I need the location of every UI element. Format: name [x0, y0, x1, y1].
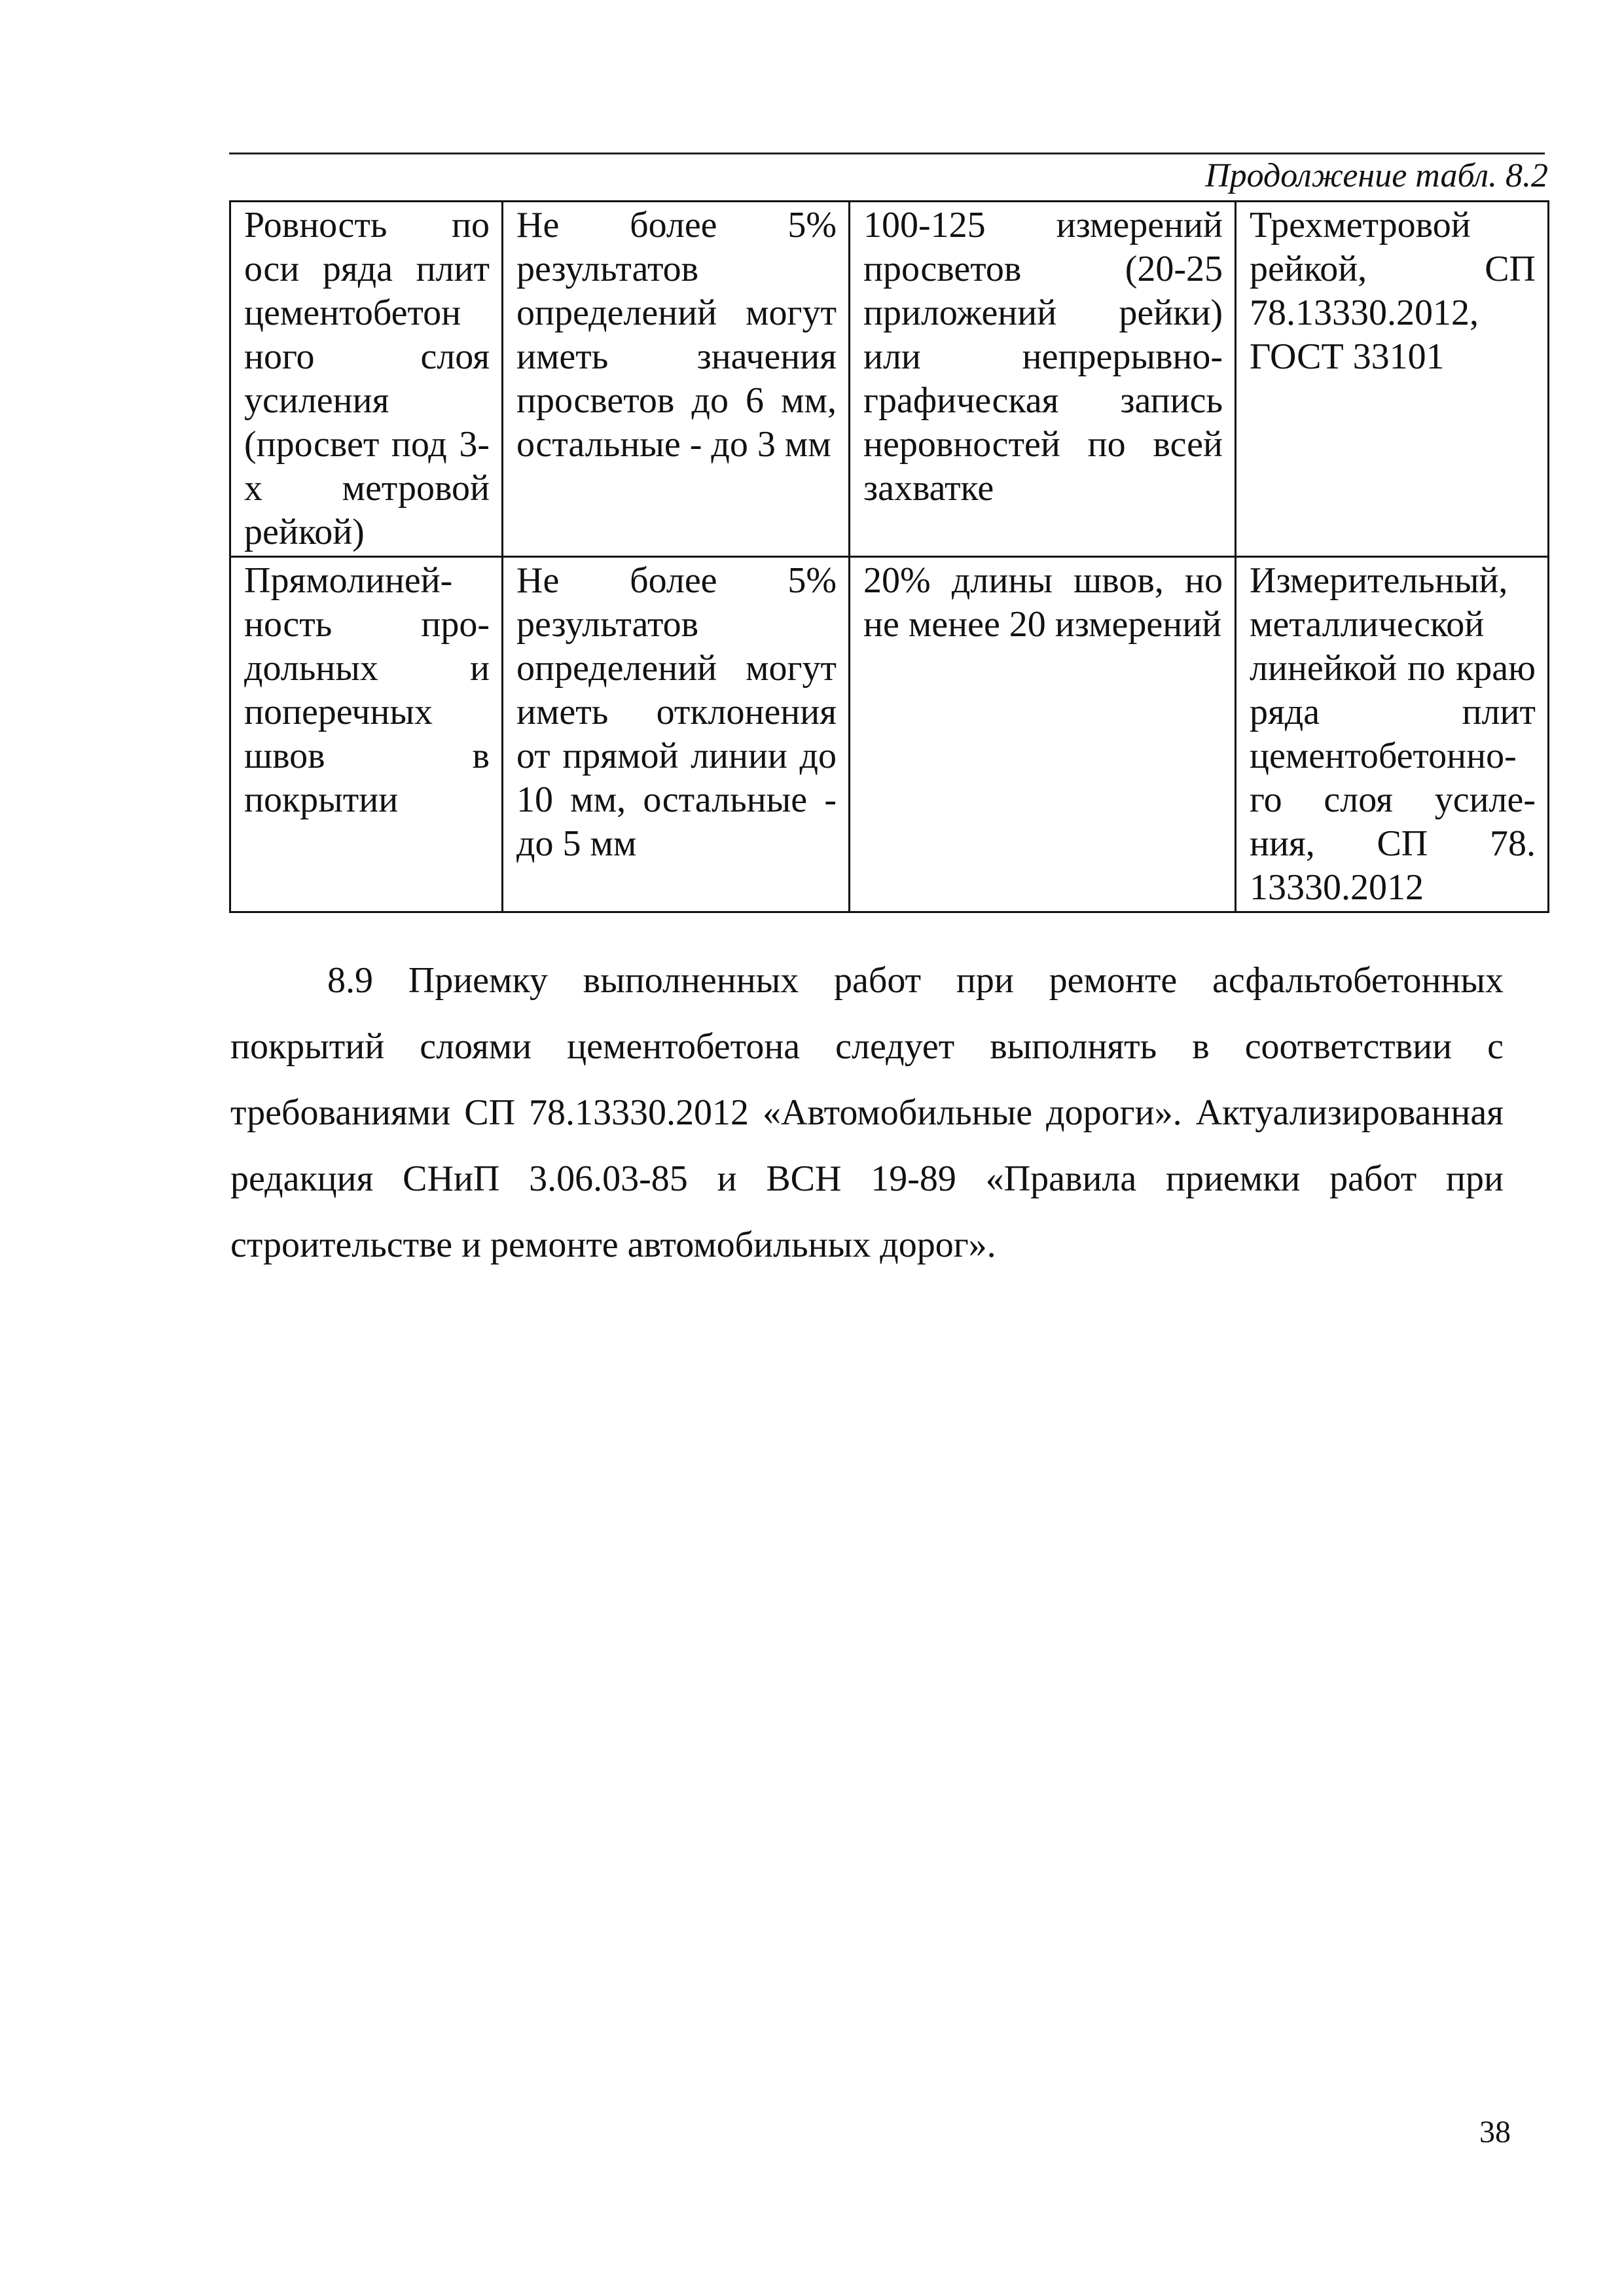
page-number: 38: [1479, 2115, 1511, 2149]
body-paragraph: 8.9 Приемку выполненных работ при ремонте асфальтобетонных покрытий слоями цементобетона следует выполнять в соответствии с требованиями СП 78.13330.2012 «Автомобильные дороги». Актуализированная редакция СНиП 3.06.03-85 и ВСН 19-89 «Правила приемки работ при строительстве и ремонте автомобильных дорог».: [230, 960, 1504, 1265]
table-cell-method: Измерительный, металлической линейкой по краю ряда плит цементобетонно-го слоя усиле-ния, СП 78. 13330.2012: [1236, 557, 1549, 912]
table-cell-parameter: Прямолиней-ность про-дольных и поперечных швов в покрытии: [230, 557, 503, 912]
table-row: [230, 202, 1549, 557]
table-cell-method: Трехметровой рейкой, СП 78.13330.2012, ГОСТ 33101: [1236, 202, 1549, 557]
table-cell-parameter: Ровность по оси ряда плит цементобетон ного слоя усиления (просвет под 3-х метровой рейкой): [230, 202, 503, 557]
table-cell-scope: 20% длины швов, но не менее 20 измерений: [850, 557, 1236, 912]
table-cell-scope: 100-125 измерений просветов (20-25 приложений рейки) или непрерывно-графическая запись неровностей по всей захватке: [850, 202, 1236, 557]
table-row: [230, 557, 1549, 912]
table-cell-requirement: Не более 5% результатов определений могут иметь отклонения от прямой линии до 10 мм, остальные - до 5 мм: [503, 557, 850, 912]
specification-table: [229, 200, 1549, 913]
table-continuation-label: Продолжение табл. 8.2: [1205, 157, 1548, 194]
table-cell-requirement: Не более 5% результатов определений могут иметь значения просветов до 6 мм, остальные - до 3 мм: [503, 202, 850, 557]
